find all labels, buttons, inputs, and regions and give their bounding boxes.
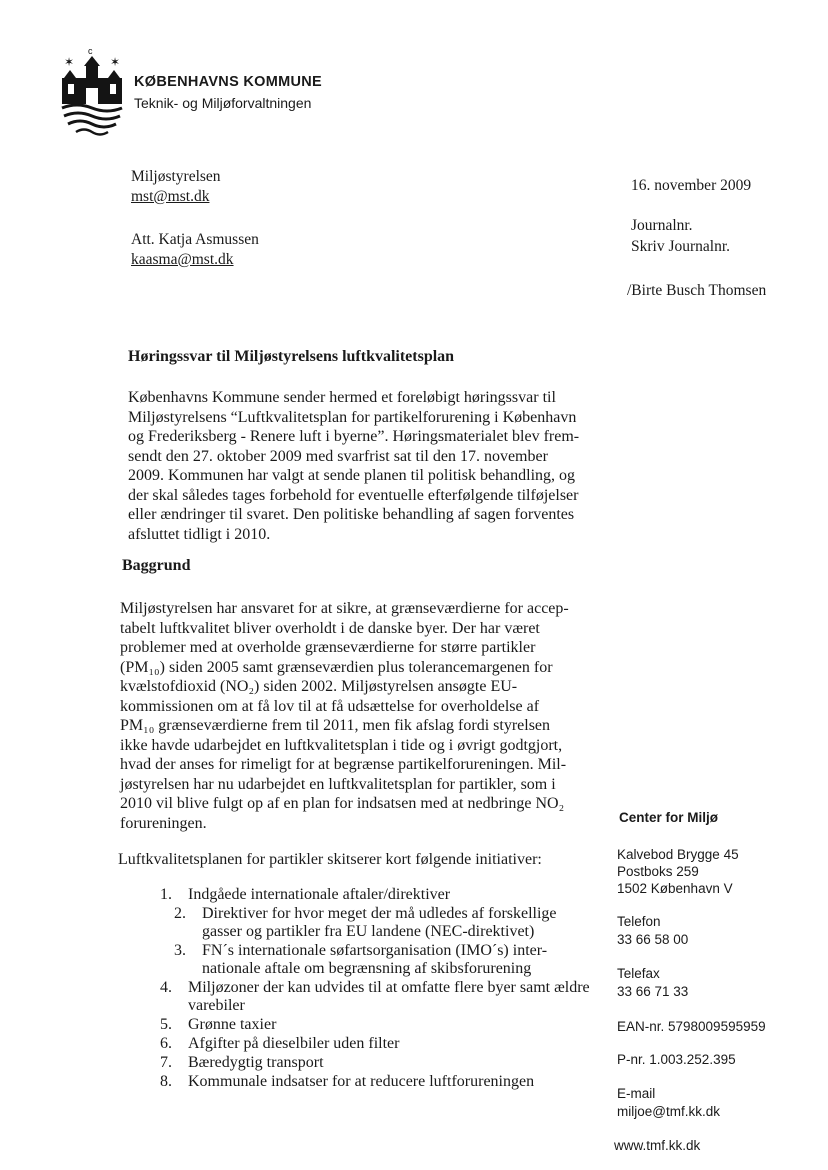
background-line: ikke havde udarbejdet en luftkvalitetsplan i tide og i øvrigt godtgjort, bbox=[120, 736, 563, 754]
intro-line: Miljøstyrelsens “Luftkvalitetsplan for partikelforurening i København bbox=[128, 408, 577, 426]
section-heading-background: Baggrund bbox=[122, 557, 191, 574]
contact-phone-label: Telefon bbox=[617, 914, 661, 929]
list-item bbox=[160, 1073, 590, 1091]
list-item-text: Miljøzoner der kan udvides til at omfatte flere byer samt ældre varebiler bbox=[188, 979, 590, 1014]
background-line: problemer med at overholde grænseværdierne for større partikler bbox=[120, 639, 536, 656]
list-item-number: 4. bbox=[160, 979, 172, 996]
contact-email[interactable]: miljoe@tmf.kk.dk bbox=[617, 1104, 720, 1119]
department-name: Teknik- og Miljøforvaltningen bbox=[134, 95, 312, 111]
background-line: forureningen. bbox=[120, 814, 207, 832]
svg-text:c: c bbox=[88, 46, 93, 56]
svg-text:✶: ✶ bbox=[64, 55, 75, 69]
background-line: kvælstofdioxid (NO₂) siden 2002. Miljøstyrelsen ansøgte EU- bbox=[120, 678, 518, 695]
contact-address-line: Postboks 259 bbox=[617, 864, 699, 879]
background-line: Miljøstyrelsen har ansvaret for at sikre, at grænseværdierne for accep- bbox=[120, 600, 569, 617]
background-line: PM₁₀ grænseværdierne frem til 2011, men fik afslag fordi styrelsen bbox=[120, 717, 551, 734]
letter-date: 16. november 2009 bbox=[631, 177, 752, 194]
journal-value: Skriv Journalnr. bbox=[631, 238, 731, 255]
list-item-text: Bæredygtig transport bbox=[188, 1054, 324, 1071]
list-item-text: Grønne taxier bbox=[188, 1016, 277, 1033]
background-line: hvad der anses for rimeligt for at begrænse partikelforureningen. Mil- bbox=[120, 756, 567, 773]
background-line: kommissionen om at få lov til at få udsættelse for overholdelse af bbox=[120, 697, 540, 715]
intro-line: der skal således tages forbehold for eventuelle efterfølgende tilføjelser bbox=[128, 486, 579, 504]
author-signature: /Birte Busch Thomsen bbox=[627, 282, 767, 299]
background-line: tabelt luftkvalitet bliver overholdt i de danske byer. Der har været bbox=[120, 619, 540, 637]
journal-label: Journalnr. bbox=[631, 217, 693, 234]
contact-address-line: 1502 København V bbox=[617, 881, 733, 896]
contact-pnr: P-nr. 1.003.252.395 bbox=[617, 1052, 736, 1067]
background-paragraph bbox=[120, 599, 582, 833]
list-item-number: 3. bbox=[174, 942, 186, 959]
intro-line: eller ændringer til svaret. Den politiske behandling af sagen forventes bbox=[128, 506, 575, 523]
contact-website[interactable]: www.tmf.kk.dk bbox=[614, 1138, 701, 1153]
recipient-attention-email[interactable]: kaasma@mst.dk bbox=[131, 251, 234, 268]
list-item bbox=[160, 1016, 590, 1034]
list-item-number: 1. bbox=[160, 886, 172, 903]
contact-fax-label: Telefax bbox=[617, 966, 660, 981]
intro-line: Københavns Kommune sender hermed et foreløbigt høringssvar til bbox=[128, 389, 556, 406]
letter-title: Høringssvar til Miljøstyrelsens luftkvalitetsplan bbox=[128, 348, 455, 365]
background-line: 2010 vil blive fulgt op af en plan for indsatsen med at nedbringe NO₂ bbox=[120, 795, 565, 812]
list-item-number: 5. bbox=[160, 1016, 172, 1033]
background-line: (PM₁₀) siden 2005 samt grænseværdien plus tolerancemargenen for bbox=[120, 658, 553, 676]
list-item-number: 7. bbox=[160, 1054, 172, 1071]
initiatives-intro: Luftkvalitetsplanen for partikler skitserer kort følgende initiativer: bbox=[118, 851, 542, 868]
list-item bbox=[160, 1054, 590, 1072]
copenhagen-crest-logo bbox=[58, 44, 126, 138]
background-line: jøstyrelsen har nu udarbejdet en luftkvalitetsplan for partikler, som i bbox=[120, 775, 556, 793]
organization-name: KØBENHAVNS KOMMUNE bbox=[134, 74, 322, 90]
list-item-text: Kommunale indsatser for at reducere luftforureningen bbox=[188, 1073, 535, 1090]
recipient-org: Miljøstyrelsen bbox=[131, 168, 221, 185]
list-item-number: 6. bbox=[160, 1035, 172, 1052]
list-item bbox=[174, 905, 590, 941]
contact-fax: 33 66 71 33 bbox=[617, 984, 689, 999]
list-item-text: FN´s internationale søfartsorganisation (IMO´s) inter-nationale aftale om begrænsning af skibsforurening bbox=[202, 942, 548, 977]
list-item-text: Afgifter på dieselbiler uden filter bbox=[188, 1035, 400, 1052]
recipient-org-email[interactable]: mst@mst.dk bbox=[131, 188, 210, 205]
list-item bbox=[160, 1035, 590, 1053]
list-item-text: Direktiver for hvor meget der må udledes af forskellige gasser og partikler fra EU landene (NEC-direktivet) bbox=[202, 905, 557, 940]
recipient-attention: Att. Katja Asmussen bbox=[131, 231, 259, 248]
svg-text:✶: ✶ bbox=[110, 55, 121, 69]
list-item bbox=[174, 942, 590, 978]
initiatives-list bbox=[160, 886, 590, 1092]
contact-center-name: Center for Miljø bbox=[619, 810, 719, 825]
list-item-text: Indgåede internationale aftaler/direktiver bbox=[188, 886, 451, 903]
list-item-number: 8. bbox=[160, 1073, 172, 1090]
contact-phone: 33 66 58 00 bbox=[617, 932, 689, 947]
contact-ean: EAN-nr. 5798009595959 bbox=[617, 1019, 766, 1034]
intro-line: 2009. Kommunen har valgt at sende planen til politisk behandling, og bbox=[128, 467, 576, 484]
intro-line: og Frederiksberg - Renere luft i byerne”. Høringsmaterialet blev frem- bbox=[128, 428, 580, 445]
intro-paragraph bbox=[128, 388, 586, 544]
intro-line: sendt den 27. oktober 2009 med svarfrist sat til den 17. november bbox=[128, 447, 548, 465]
contact-address-line: Kalvebod Brygge 45 bbox=[617, 847, 739, 862]
list-item bbox=[160, 886, 590, 904]
intro-line: afsluttet tidligt i 2010. bbox=[128, 525, 271, 543]
list-item bbox=[160, 979, 590, 1015]
list-item-number: 2. bbox=[174, 905, 186, 922]
contact-email-label: E-mail bbox=[617, 1086, 656, 1101]
